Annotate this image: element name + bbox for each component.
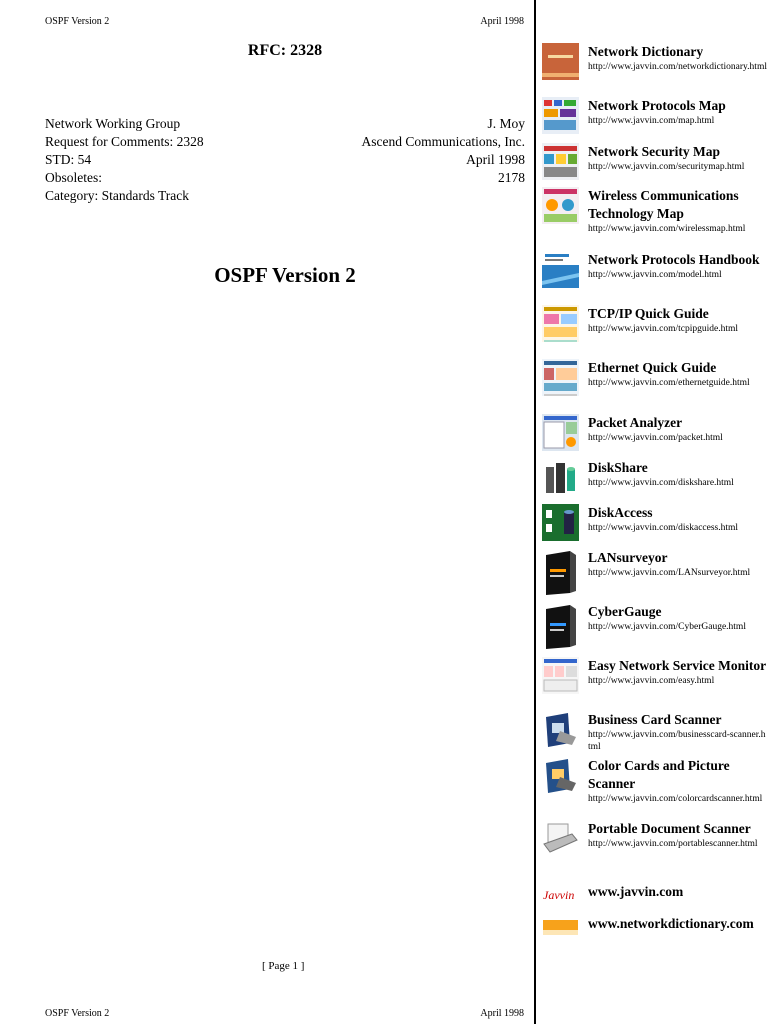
- meta-right: Ascend Communications, Inc.: [361, 134, 525, 149]
- networkdictionary-logo-icon[interactable]: [542, 915, 579, 939]
- javvin-logo-icon[interactable]: [542, 883, 579, 907]
- ad-url[interactable]: http://www.javvin.com/businesscard-scanner.html: [588, 730, 766, 752]
- picture-scanner-icon[interactable]: [542, 757, 579, 794]
- ad-title[interactable]: Network Protocols Handbook: [588, 252, 760, 267]
- diskshare-icon[interactable]: [542, 459, 579, 496]
- ad-sidebar: [542, 0, 768, 1024]
- ad-title[interactable]: Portable Document Scanner: [588, 821, 751, 836]
- meta-row: [45, 133, 525, 151]
- ad-url[interactable]: http://www.javvin.com/packet.html: [588, 433, 723, 443]
- running-footer-right: April 1998: [480, 1008, 524, 1019]
- ad-url[interactable]: http://www.javvin.com/diskshare.html: [588, 478, 734, 488]
- meta-right: J. Moy: [487, 116, 525, 131]
- network-dictionary-book-icon[interactable]: [542, 43, 579, 80]
- ad-url[interactable]: http://www.javvin.com/model.html: [588, 270, 722, 280]
- site-url[interactable]: www.javvin.com: [588, 884, 684, 899]
- packet-analyzer-icon[interactable]: [542, 414, 579, 451]
- service-monitor-icon[interactable]: [542, 657, 579, 694]
- security-map-icon[interactable]: [542, 143, 579, 180]
- ethernet-guide-icon[interactable]: [542, 359, 579, 396]
- ad-title[interactable]: DiskShare: [588, 460, 648, 475]
- column-divider: [534, 0, 536, 1024]
- meta-left: Obsoletes:: [45, 170, 102, 185]
- meta-right: 2178: [498, 170, 525, 185]
- ad-url[interactable]: http://www.javvin.com/securitymap.html: [588, 162, 745, 172]
- card-scanner-icon[interactable]: [542, 711, 579, 748]
- ad-url[interactable]: http://www.javvin.com/wirelessmap.html: [588, 224, 746, 234]
- ad-url[interactable]: http://www.javvin.com/map.html: [588, 116, 715, 126]
- meta-left: Category: Standards Track: [45, 188, 189, 203]
- cybergauge-box-icon[interactable]: [542, 603, 579, 651]
- meta-row: [45, 115, 525, 133]
- ad-title[interactable]: CyberGauge: [588, 604, 662, 619]
- meta-row: [45, 187, 525, 205]
- ad-title[interactable]: Ethernet Quick Guide: [588, 360, 717, 375]
- rfc-heading: RFC: 2328: [247, 42, 323, 59]
- ad-title[interactable]: Packet Analyzer: [588, 415, 683, 430]
- ad-title[interactable]: Network Protocols Map: [588, 98, 726, 113]
- meta-left: STD: 54: [45, 152, 92, 167]
- ad-title[interactable]: DiskAccess: [588, 505, 653, 520]
- ad-title[interactable]: Business Card Scanner: [588, 712, 722, 727]
- site-url[interactable]: www.networkdictionary.com: [588, 916, 754, 931]
- ad-title[interactable]: LANsurveyor: [588, 550, 668, 565]
- svg-text:Javvin: Javvin: [543, 888, 575, 902]
- wireless-map-icon[interactable]: [542, 187, 579, 224]
- running-footer-left: OSPF Version 2: [45, 1008, 110, 1019]
- ad-url[interactable]: http://www.javvin.com/networkdictionary.html: [588, 62, 767, 72]
- running-header-left: OSPF Version 2: [45, 16, 110, 27]
- ad-title[interactable]: Network Dictionary: [588, 44, 704, 59]
- ad-url[interactable]: http://www.javvin.com/portablescanner.html: [588, 839, 758, 849]
- page-number: [ Page 1 ]: [262, 960, 305, 972]
- ad-url[interactable]: http://www.javvin.com/diskaccess.html: [588, 523, 739, 533]
- document-scanner-icon[interactable]: [542, 820, 579, 857]
- ad-url[interactable]: http://www.javvin.com/ethernetguide.html: [588, 378, 750, 388]
- document-title: OSPF Version 2: [214, 263, 356, 287]
- ad-url[interactable]: http://www.javvin.com/CyberGauge.html: [588, 622, 746, 632]
- ad-title[interactable]: Network Security Map: [588, 144, 720, 159]
- ad-title[interactable]: TCP/IP Quick Guide: [588, 306, 709, 321]
- meta-row: [45, 169, 525, 187]
- rfc-metadata-block: [45, 115, 525, 205]
- running-header-right: April 1998: [480, 16, 524, 27]
- ad-title[interactable]: Wireless Communications Technology Map: [588, 188, 739, 221]
- ad-url[interactable]: http://www.javvin.com/tcpipguide.html: [588, 324, 739, 334]
- protocols-map-icon[interactable]: [542, 97, 579, 134]
- meta-right: April 1998: [466, 152, 525, 167]
- ad-title[interactable]: Color Cards and Picture Scanner: [588, 758, 730, 791]
- meta-left: Network Working Group: [45, 116, 181, 131]
- diskaccess-icon[interactable]: [542, 504, 579, 541]
- handbook-icon[interactable]: [542, 251, 579, 288]
- ad-url[interactable]: http://www.javvin.com/LANsurveyor.html: [588, 568, 751, 578]
- lansurveyor-box-icon[interactable]: [542, 549, 579, 597]
- meta-left: Request for Comments: 2328: [45, 134, 204, 149]
- tcpip-guide-icon[interactable]: [542, 305, 579, 342]
- ad-url[interactable]: http://www.javvin.com/easy.html: [588, 676, 715, 686]
- meta-row: [45, 151, 525, 169]
- ad-url[interactable]: http://www.javvin.com/colorcardscanner.html: [588, 794, 763, 804]
- ad-title[interactable]: Easy Network Service Monitor: [588, 658, 767, 673]
